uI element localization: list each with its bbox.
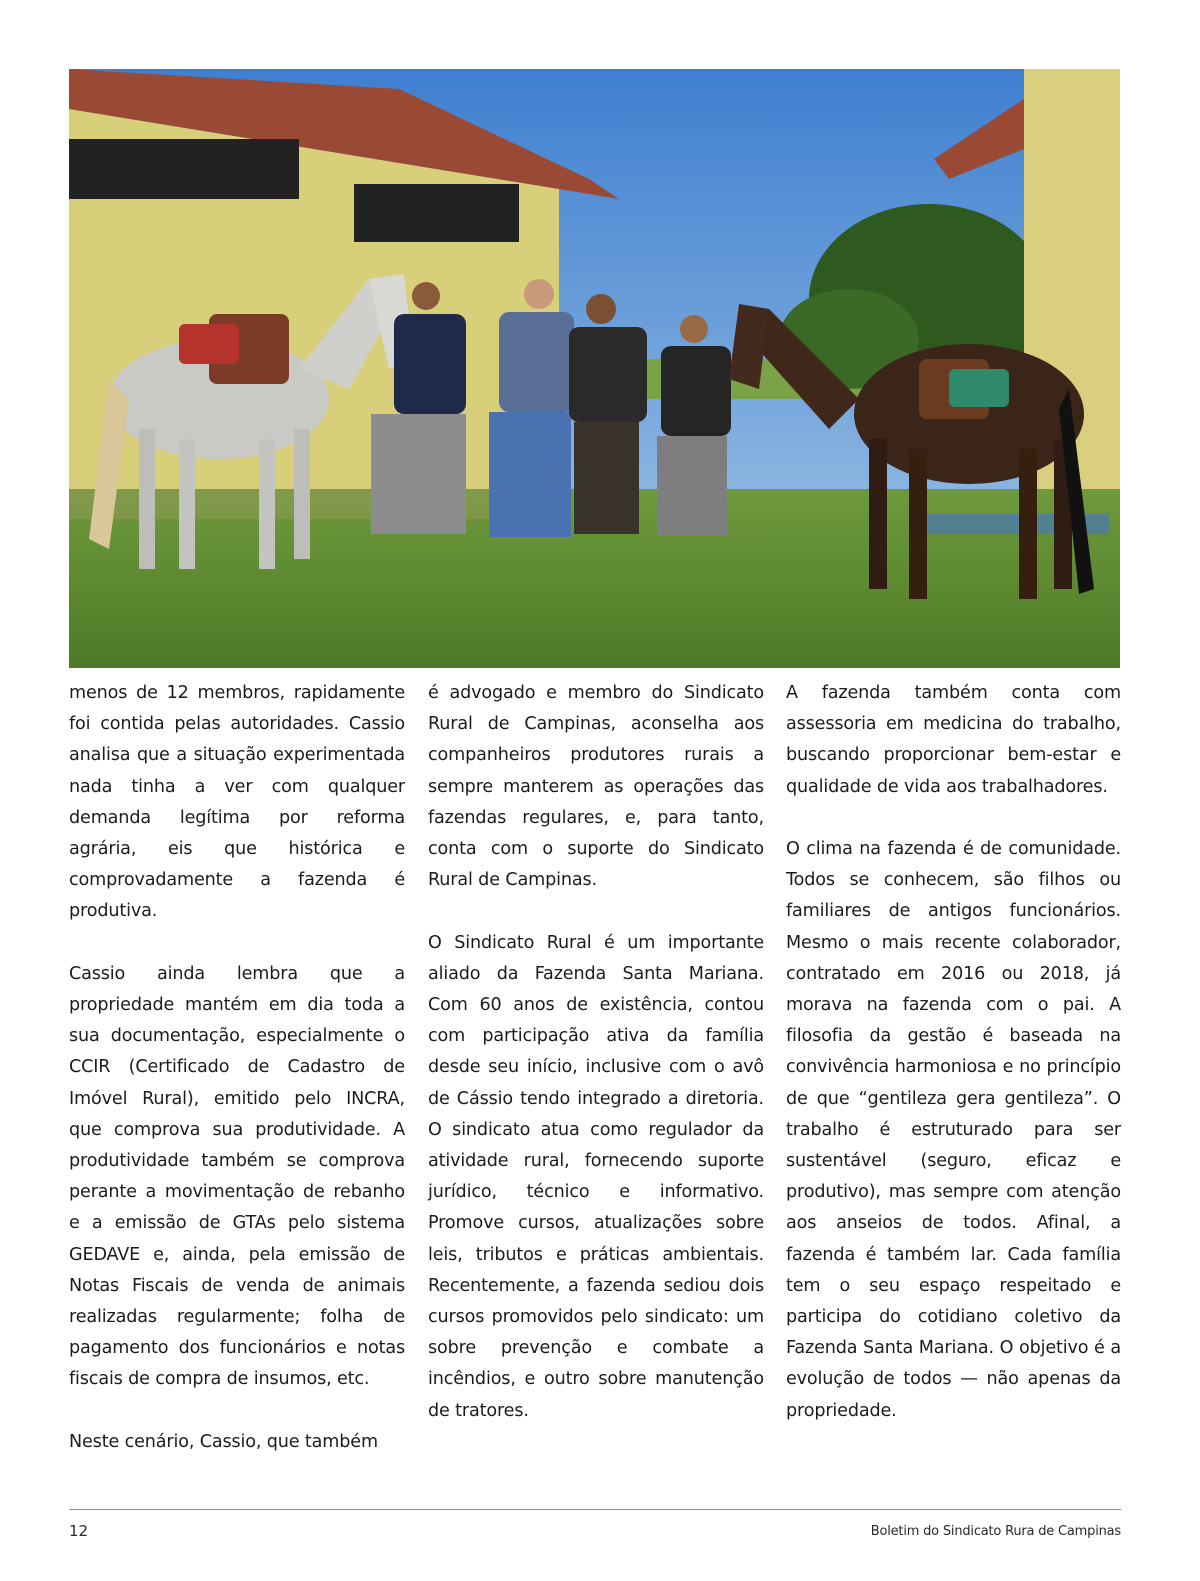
farm-photo-illustration <box>69 69 1120 668</box>
paragraph: é advogado e membro do Sindicato Rural de Campinas, aconselha aos companheiros produtores rurais a sempre manterem as operações das fazendas regulares, e, para tanto, conta com o suporte do Sindicato Rural de Campinas. <box>428 683 764 891</box>
footer-divider <box>69 1509 1121 1510</box>
article-photo <box>69 69 1120 668</box>
paragraph: O Sindicato Rural é um importante aliado da Fazenda Santa Mariana. Com 60 anos de existência, contou com participação ativa da família desde seu início, inclusive com o avô de Cássio tendo integrado a diretoria. O sindicato atua como regulador da atividade rural, fornecendo suporte jurídico, técnico e informativo. Promove cursos, atualizações sobre leis, tributos e práticas ambientais. Recentemente, a fazenda sediou dois cursos promovidos pelo sindicato: um sobre prevenção e combate a incêndios, e outro sobre manutenção de tratores. <box>428 932 764 1421</box>
person-2 <box>489 279 574 537</box>
paragraph: menos de 12 membros, rapidamente foi contida pelas autoridades. Cassio analisa que a situação experimentada nada tinha a ver com qualquer demanda legítima por reforma agrária, eis que histórica e comprovadamente a fazenda é produtiva. <box>69 683 405 922</box>
person-4 <box>657 315 731 536</box>
page-number: 12 <box>69 1522 89 1540</box>
paragraph: Cassio ainda lembra que a propriedade mantém em dia toda a sua documentação, especialmente o CCIR (Certificado de Cadastro de Imóvel Rural), emitido pelo INCRA, que comprova sua produtividade. A produtividade também se comprova perante a movimentação de rebanho e a emissão de GTAs pelo sistema GEDAVE e, ainda, pela emissão de Notas Fiscais de venda de animais realizadas regularmente; folha de pagamento dos funcionários e notas fiscais de compra de insumos, etc. <box>69 963 405 1390</box>
paragraph: A fazenda também conta com assessoria em medicina do trabalho, buscando proporcionar bem-estar e qualidade de vida aos trabalhadores. <box>786 683 1121 797</box>
text-column-3 <box>786 678 1121 1427</box>
text-column-1 <box>69 678 405 1458</box>
paragraph: Neste cenário, Cassio, que também <box>69 1431 378 1452</box>
text-column-2 <box>428 678 764 1427</box>
paragraph: O clima na fazenda é de comunidade. Todos se conhecem, são filhos ou familiares de antigos funcionários. Mesmo o mais recente colaborador, contratado em 2016 ou 2018, já morava na fazenda com o pai. A filosofia da gestão é baseada na convivência harmoniosa e no princípio de que “gentileza gera gentileza”. O trabalho é estruturado para ser sustentável (seguro, eficaz e produtivo), mas sempre com atenção aos anseios de todos. Afinal, a fazenda é também lar. Cada família tem o seu espaço respeitado e participa do cotidiano coletivo da Fazenda Santa Mariana. O objetivo é a evolução de todos — não apenas da propriedade. <box>786 839 1121 1421</box>
person-3 <box>569 294 647 534</box>
publication-title: Boletim do Sindicato Rura de Campinas <box>870 1524 1121 1539</box>
